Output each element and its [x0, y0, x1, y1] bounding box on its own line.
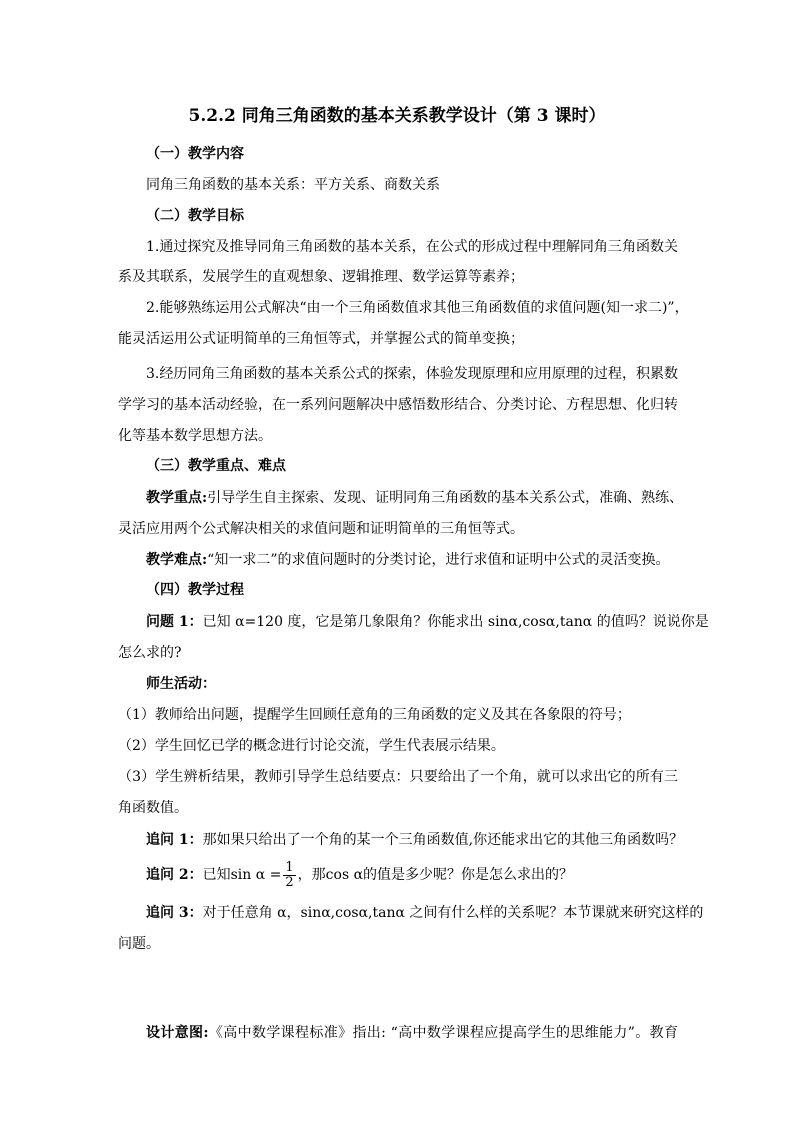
section-heading-process: （四）教学过程	[146, 582, 244, 598]
follow-up-1-line	[146, 830, 684, 850]
key-point-line-2: 灵活应用两个公式解决相关的求值问题和证明简单的三角恒等式。	[118, 521, 524, 537]
goal-2-line-2: 能灵活运用公式证明简单的三角恒等式，并掌握公式的简单变换；	[118, 331, 524, 347]
follow-up-2-pre: 已知	[202, 867, 231, 883]
question-1-label: 问题 1：	[146, 614, 203, 630]
sin-alpha-expression: sin α =	[230, 867, 282, 883]
cos-alpha-expression: cos α	[325, 867, 364, 883]
goal-1-line-1: 1.通过探究及推导同角三角函数的基本关系，在公式的形成过程中理解同角三角函数关	[146, 239, 678, 255]
question-1-text: 已知 α=120 度，它是第几象限角？你能求出 sinα,cosα,tanα 的值吗？说说你是	[202, 614, 709, 630]
follow-up-2-line	[146, 858, 678, 892]
question-1-line-1	[146, 612, 709, 632]
section-heading-goals: （二）教学目标	[146, 208, 244, 224]
key-point-text: 引导学生自主探索、发现、证明同角三角函数的基本关系公式，准确、熟练、	[207, 490, 684, 506]
goal-3-line-1: 3.经历同角三角函数的基本关系公式的探索，体验发现原理和应用原理的过程，积累数	[146, 366, 678, 382]
design-intent-line	[146, 1023, 678, 1043]
one-half-fraction	[283, 861, 295, 890]
goal-1-line-2: 系及其联系，发展学生的直观想象、逻辑推理、数学运算等素养；	[118, 269, 524, 285]
activity-3-line-1: （3）学生辨析结果，教师引导学生总结要点：只要给出了一个角，就可以求出它的所有三	[118, 769, 678, 785]
follow-up-2-label: 追问 2：	[146, 867, 203, 883]
content-text: 同角三角函数的基本关系：平方关系、商数关系	[146, 177, 440, 193]
follow-up-2-mid: ，那	[297, 867, 326, 883]
follow-up-3-text: 对于任意角 α，sinα,cosα,tanα 之间有什么样的关系呢？本节课就来研究这样的	[202, 905, 704, 921]
difficult-point-line	[146, 550, 678, 570]
difficult-point-label: 教学难点:	[146, 552, 208, 568]
key-point-label: 教学重点:	[146, 490, 208, 506]
key-point-line-1	[146, 488, 684, 508]
activity-2: （2）学生回忆已学的概念进行讨论交流，学生代表展示结果。	[118, 738, 505, 754]
goal-3-line-3: 化等基本数学思想方法。	[118, 428, 272, 444]
question-1-line-2: 怎么求的?	[118, 645, 182, 661]
difficult-point-text: “知一求二”的求值问题时的分类讨论，进行求值和证明中公式的灵活变换。	[207, 552, 670, 568]
design-intent-label: 设计意图:	[146, 1025, 209, 1041]
section-heading-content: （一）教学内容	[146, 146, 244, 162]
fraction-numerator: 1	[285, 859, 294, 875]
goal-3-line-2: 学学习的基本活动经验，在一系列问题解决中感悟数形结合、分类讨论、方程思想、化归转	[118, 397, 678, 413]
activity-1: （1）教师给出问题，提醒学生回顾任意角的三角函数的定义及其在各象限的符号；	[118, 707, 631, 723]
follow-up-1-text: 那如果只给出了一个角的某一个三角函数值,你还能求出它的其他三角函数吗？	[202, 832, 684, 848]
activity-3-line-2: 角函数值。	[118, 800, 188, 816]
follow-up-2-post: 的值是多少呢？你是怎么求出的？	[363, 867, 574, 883]
follow-up-3-line-2: 问题。	[118, 936, 160, 952]
fraction-denominator: 2	[285, 874, 294, 890]
follow-up-3-label: 追问 3：	[146, 905, 203, 921]
goal-2-line-1: 2.能够熟练运用公式解决“由一个三角函数值求其他三角函数值的求值问题(知一求二)”，	[146, 300, 689, 316]
follow-up-3-line-1	[146, 903, 704, 923]
activity-label: 师生活动：	[146, 676, 216, 692]
design-intent-text: 《高中数学课程标准》指出: “高中数学课程应提高学生的思维能力”。教育	[208, 1025, 678, 1041]
follow-up-1-label: 追问 1：	[146, 832, 203, 848]
section-heading-key-points: （三）教学重点、难点	[146, 458, 286, 474]
page-title: 5.2.2 同角三角函数的基本关系教学设计（第 3 课时）	[188, 106, 606, 126]
